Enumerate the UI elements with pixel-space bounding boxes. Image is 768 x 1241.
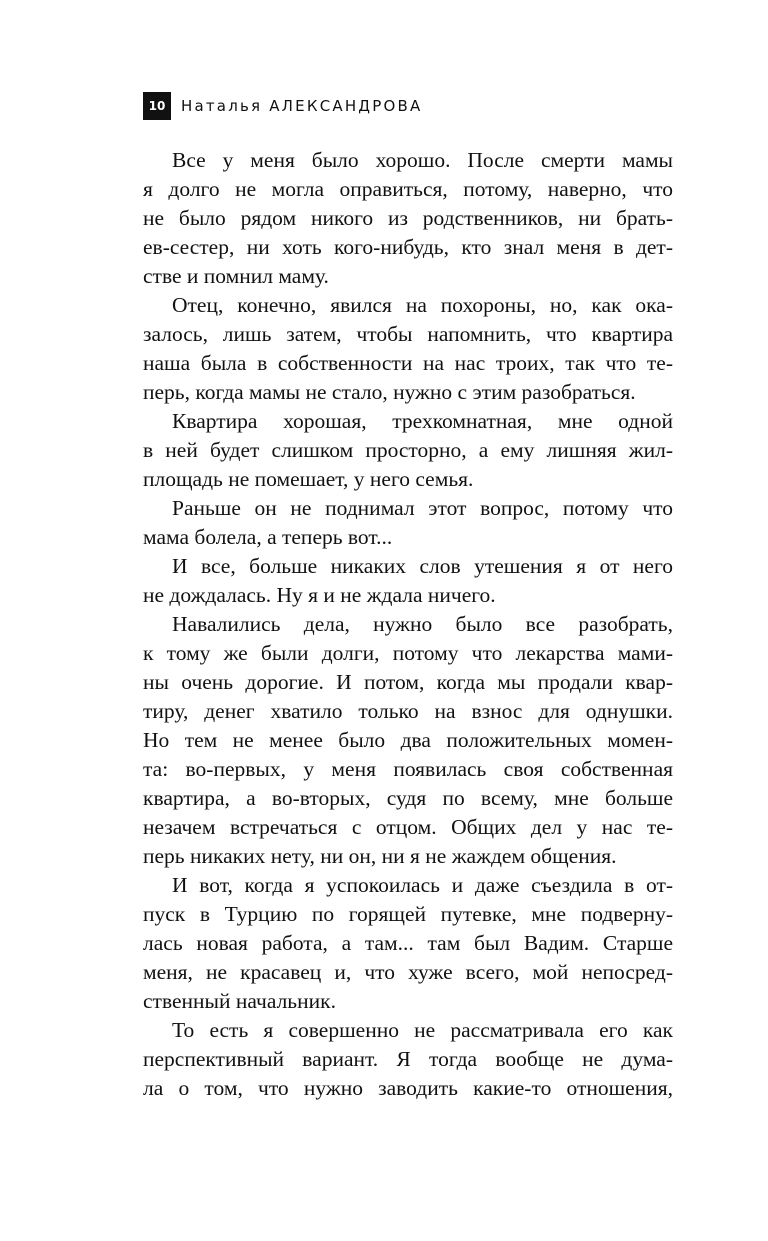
author-name: Наталья АЛЕКСАНДРОВА [181, 97, 423, 115]
text-line: меня, не красавец и, что хуже всего, мой непосред- [143, 960, 673, 984]
text-line: И вот, когда я успокоилась и даже съездила в от- [172, 873, 673, 897]
paragraph [143, 494, 673, 552]
paragraph [143, 407, 673, 494]
text-line: Раньше он не поднимал этот вопрос, потому что [172, 496, 673, 520]
text-line: лась новая работа, а там... там был Вадим. Старше [143, 931, 673, 955]
text-line: не дождалась. Ну я и не ждала ничего. [143, 583, 496, 607]
text-line: Все у меня было хорошо. После смерти мамы [172, 148, 673, 172]
text-line: ев-сестер, ни хоть кого-нибудь, кто знал меня в дет- [143, 235, 673, 259]
text-line: тиру, денег хватило только на взнос для однушки. [143, 699, 673, 723]
text-line: наша была в собственности на нас троих, так что те- [143, 351, 673, 375]
text-line: Квартира хорошая, трехкомнатная, мне одной [172, 409, 673, 433]
text-line: И все, больше никаких слов утешения я от него [172, 554, 673, 578]
text-line: не было рядом никого из родственников, ни брать- [143, 206, 673, 230]
text-line: Навалились дела, нужно было все разобрать, [172, 612, 673, 636]
text-line: ны очень дорогие. И потом, когда мы продали квар- [143, 670, 673, 694]
text-line: перь, когда мамы не стало, нужно с этим разобраться. [143, 380, 636, 404]
paragraph [143, 552, 673, 610]
text-line: ла о том, что нужно заводить какие-то отношения, [143, 1076, 673, 1100]
text-line: в ней будет слишком просторно, а ему лишняя жил- [143, 438, 673, 462]
text-line: площадь не помешает, у него семья. [143, 467, 474, 491]
text-line: та: во-первых, у меня появилась своя собственная [143, 757, 673, 781]
text-line: стве и помнил маму. [143, 264, 329, 288]
body-text [143, 146, 673, 1103]
text-line: залось, лишь затем, чтобы напомнить, что квартира [143, 322, 673, 346]
page-number: 10 [143, 92, 171, 120]
text-line: То есть я совершенно не рассматривала его как [172, 1018, 673, 1042]
text-line: мама болела, а теперь вот... [143, 525, 393, 549]
text-line: пуск в Турцию по горящей путевке, мне подверну- [143, 902, 673, 926]
paragraph [143, 291, 673, 407]
text-line: к тому же были долги, потому что лекарства мами- [143, 641, 673, 665]
text-line: квартира, а во-вторых, судя по всему, мне больше [143, 786, 673, 810]
text-line: ственный начальник. [143, 989, 336, 1013]
paragraph [143, 1016, 673, 1103]
paragraph [143, 610, 673, 871]
text-line: перь никаких нету, ни он, ни я не жаждем общения. [143, 844, 617, 868]
text-line: перспективный вариант. Я тогда вообще не дума- [143, 1047, 673, 1071]
text-line: Отец, конечно, явился на похороны, но, как ока- [172, 293, 673, 317]
text-line: Но тем не менее было два положительных момен- [143, 728, 673, 752]
text-line: я долго не могла оправиться, потому, наверно, что [143, 177, 673, 201]
text-line: незачем встречаться с отцом. Общих дел у нас те- [143, 815, 673, 839]
paragraph [143, 146, 673, 291]
paragraph [143, 871, 673, 1016]
running-head [143, 91, 422, 121]
